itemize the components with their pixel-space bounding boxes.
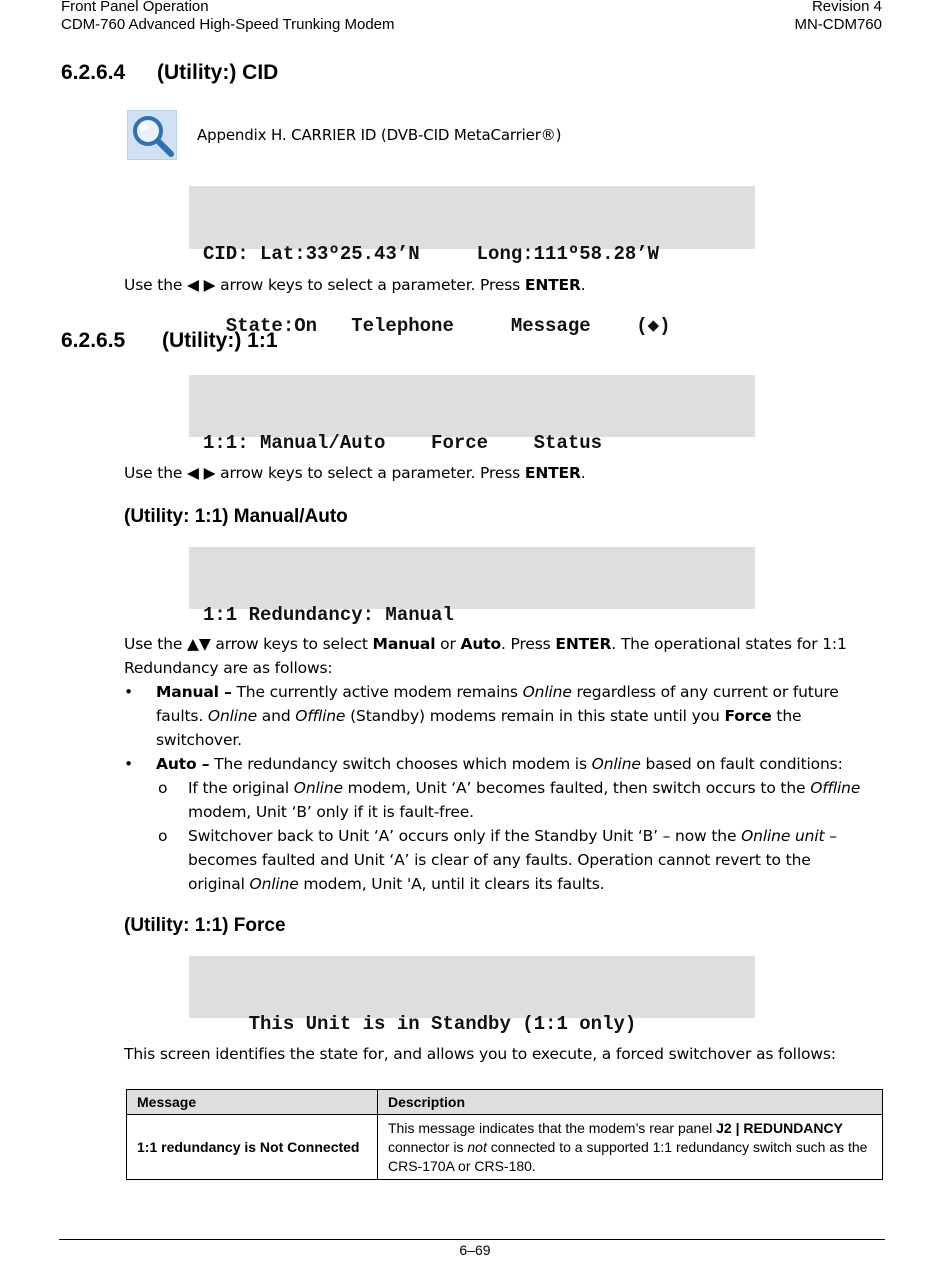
section-number: 6.2.6.4 xyxy=(61,61,126,84)
bullet-marker: • xyxy=(124,683,133,701)
bullet-text: The redundancy switch chooses which modem is xyxy=(209,755,592,773)
bullet-text: and xyxy=(257,707,296,725)
force-message-table xyxy=(126,1089,883,1180)
intro-text: or xyxy=(435,635,461,653)
1to1-instruction xyxy=(124,461,586,485)
lcd-line-1: 1:1 Redundancy: Manual xyxy=(203,604,454,626)
bullet-text-italic: Offline xyxy=(295,707,346,725)
bullet-text-italic: Offline xyxy=(810,779,861,797)
section-title: (Utility:) CID xyxy=(157,61,279,84)
bullet-text: The currently active modem remains xyxy=(231,683,523,701)
bullet-text: faults. xyxy=(156,707,208,725)
header-revision: Revision 4 xyxy=(811,0,882,15)
intro-line-2: Redundancy are as follows: xyxy=(124,659,333,677)
table-cell-message: 1:1 redundancy is Not Connected xyxy=(127,1115,378,1180)
lcd-display-manual-auto xyxy=(189,547,755,626)
description-text: connected to a supported 1:1 redundancy switch such as the CRS-170A or CRS-180. xyxy=(388,1138,868,1174)
bullet-text-italic: Online xyxy=(207,707,258,725)
magnifier-icon xyxy=(128,111,176,159)
bullet-label: Manual – xyxy=(156,683,232,701)
bullet-text-italic: Online unit xyxy=(741,827,825,845)
bullet-text: Switchover back to Unit ‘A’ occurs only if the Standby Unit ‘B’ – now the xyxy=(188,827,742,845)
intro-text: . Press xyxy=(501,635,556,653)
auto-option: Auto xyxy=(460,635,501,653)
lcd-display-1to1 xyxy=(189,375,755,454)
header-product: CDM-760 Advanced High-Speed Trunking Modem xyxy=(61,16,395,33)
subheading-manual-auto: (Utility: 1:1) Manual/Auto xyxy=(124,506,348,527)
connector-name: J2 | REDUNDANCY xyxy=(716,1119,843,1136)
subheading-force: (Utility: 1:1) Force xyxy=(124,915,286,936)
bullet-marker: • xyxy=(124,755,133,773)
bullet-text: – xyxy=(824,827,837,845)
header-doc-number: MN-CDM760 xyxy=(794,16,882,33)
table-cell-description xyxy=(378,1115,883,1180)
table-header-row xyxy=(127,1090,883,1115)
bullet-text: modem, Unit ‘B’ only if it is fault-free. xyxy=(188,803,474,821)
bullet-text: original xyxy=(188,875,250,893)
lcd-line-2: State:On Telephone Message (◆) xyxy=(203,315,671,337)
instruction-text: Use the ◀ ▶ arrow keys to select a parameter. Press xyxy=(124,464,525,482)
running-header-left xyxy=(61,0,395,34)
bullet-text-italic: Online xyxy=(522,683,572,701)
section-heading-cid xyxy=(61,61,278,85)
running-header-right xyxy=(794,0,882,34)
lcd-display-force xyxy=(189,956,755,1035)
section-number: 6.2.6.5 xyxy=(61,329,126,352)
section-heading-1to1 xyxy=(61,329,278,353)
bullet-label: Auto – xyxy=(156,755,210,773)
bullet-text: regardless of any current or future xyxy=(571,683,839,701)
bullet-text: If the original xyxy=(188,779,294,797)
bullet-text: modem, Unit 'A, until it clears its faults. xyxy=(298,875,605,893)
bullet-text: modem, Unit ‘A’ becomes faulted, then switch occurs to the xyxy=(342,779,811,797)
column-header-description: Description xyxy=(378,1090,883,1115)
intro-line-1 xyxy=(124,632,894,656)
instruction-text: Use the ◀ ▶ arrow keys to select a parameter. Press xyxy=(124,276,525,294)
intro-text: Use the ▲▼ arrow keys to select xyxy=(124,635,373,653)
appendix-reference-link[interactable]: Appendix H. CARRIER ID (DVB-CID MetaCarrier®) xyxy=(197,126,562,144)
bullet-text: based on fault conditions: xyxy=(640,755,843,773)
section-title: (Utility:) 1:1 xyxy=(162,329,278,352)
description-text: connector is xyxy=(388,1138,468,1155)
sub-bullet-1 xyxy=(188,776,898,824)
description-text-italic: not xyxy=(467,1138,487,1155)
bullet-text: becomes faulted and Unit ‘A’ is clear of any faults. Operation cannot revert to the xyxy=(188,851,811,869)
bullet-manual xyxy=(156,680,896,752)
cid-instruction xyxy=(124,273,586,297)
reference-magnifier-icon xyxy=(127,110,177,160)
lcd-line-1: 1:1: Manual/Auto Force Status xyxy=(203,432,603,454)
table-row xyxy=(127,1115,883,1180)
bullet-text: the xyxy=(771,707,802,725)
bullet-text-italic: Online xyxy=(293,779,343,797)
manual-option: Manual xyxy=(372,635,436,653)
sub-bullet-2 xyxy=(188,824,898,896)
page-number: 6–69 xyxy=(459,1242,491,1258)
sub-bullet-marker: o xyxy=(158,827,168,845)
column-header-message: Message xyxy=(127,1090,378,1115)
bullet-auto xyxy=(156,752,896,776)
force-term: Force xyxy=(724,707,772,725)
bullet-text-italic: Online xyxy=(591,755,641,773)
enter-key-label: ENTER xyxy=(524,276,581,294)
instruction-period: . xyxy=(580,464,586,482)
footer-rule xyxy=(59,1239,885,1240)
header-chapter: Front Panel Operation xyxy=(61,0,209,15)
sub-bullet-marker: o xyxy=(158,779,168,797)
lcd-line-1: This Unit is in Standby (1:1 only) xyxy=(203,1013,637,1035)
bullet-text: (Standby) modems remain in this state until you xyxy=(345,707,725,725)
intro-text: . The operational states for 1:1 xyxy=(611,635,847,653)
lcd-line-1: CID: Lat:33º25.43’N Long:111º58.28’W xyxy=(203,243,660,265)
instruction-period: . xyxy=(580,276,586,294)
enter-key-label: ENTER xyxy=(555,635,612,653)
bullet-text: switchover. xyxy=(156,731,242,749)
bullet-text-italic: Online xyxy=(249,875,299,893)
description-text: This message indicates that the modem’s rear panel xyxy=(388,1119,717,1136)
force-description: This screen identifies the state for, and allows you to execute, a forced switchover as follows: xyxy=(124,1045,836,1063)
manual-auto-intro xyxy=(124,632,894,680)
enter-key-label: ENTER xyxy=(524,464,581,482)
